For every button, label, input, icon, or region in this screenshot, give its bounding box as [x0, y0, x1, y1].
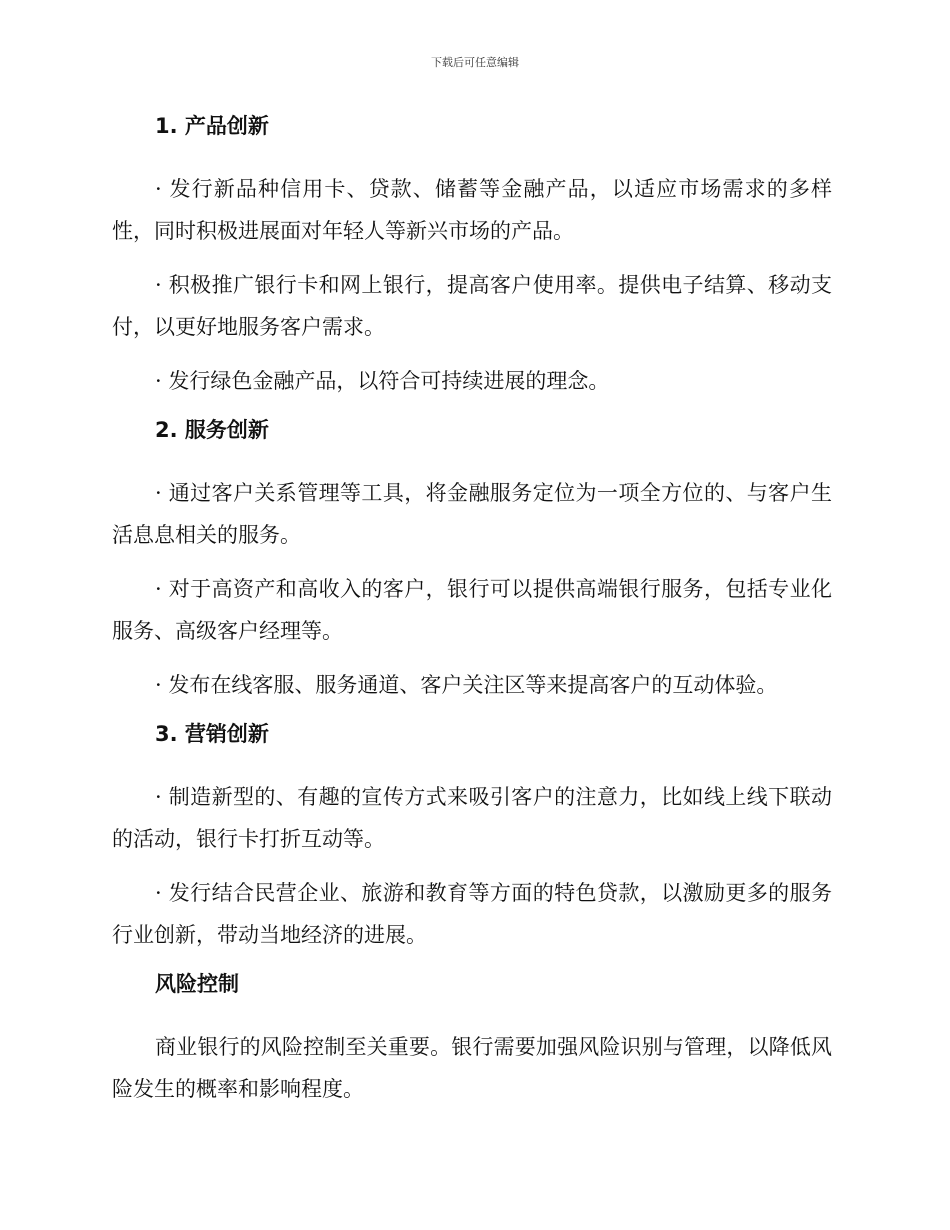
section-heading-marketing-innovation: 3. 营销创新 [155, 722, 269, 746]
section-heading-product-innovation: 1. 产品创新 [155, 114, 269, 138]
section-heading-risk-control: 风险控制 [155, 972, 239, 996]
paragraph: · 对于高资产和高收入的客户，银行可以提供高端银行服务，包括专业化服务、高级客户经理等。 [112, 577, 832, 643]
paragraph: · 发布在线客服、服务通道、客户关注区等来提高客户的互动体验。 [155, 673, 778, 697]
paragraph: · 发行绿色金融产品，以符合可持续进展的理念。 [155, 369, 610, 393]
page-header: 下载后可任意编辑 [431, 56, 519, 69]
paragraph: 商业银行的风险控制至关重要。银行需要加强风险识别与管理，以降低风险发生的概率和影响程度。 [112, 1035, 832, 1101]
paragraph: · 发行新品种信用卡、贷款、储蓄等金融产品，以适应市场需求的多样性，同时积极进展面对年轻人等新兴市场的产品。 [112, 177, 832, 243]
paragraph: · 发行结合民营企业、旅游和教育等方面的特色贷款，以激励更多的服务行业创新，带动当地经济的进展。 [112, 881, 832, 947]
section-heading-service-innovation: 2. 服务创新 [155, 418, 269, 442]
document-body [112, 110, 832, 1122]
paragraph: · 制造新型的、有趣的宣传方式来吸引客户的注意力，比如线上线下联动的活动，银行卡打折互动等。 [112, 785, 832, 851]
paragraph: · 通过客户关系管理等工具，将金融服务定位为一项全方位的、与客户生活息息相关的服务。 [112, 481, 832, 547]
paragraph: · 积极推广银行卡和网上银行，提高客户使用率。提供电子结算、移动支付，以更好地服务客户需求。 [112, 273, 832, 339]
